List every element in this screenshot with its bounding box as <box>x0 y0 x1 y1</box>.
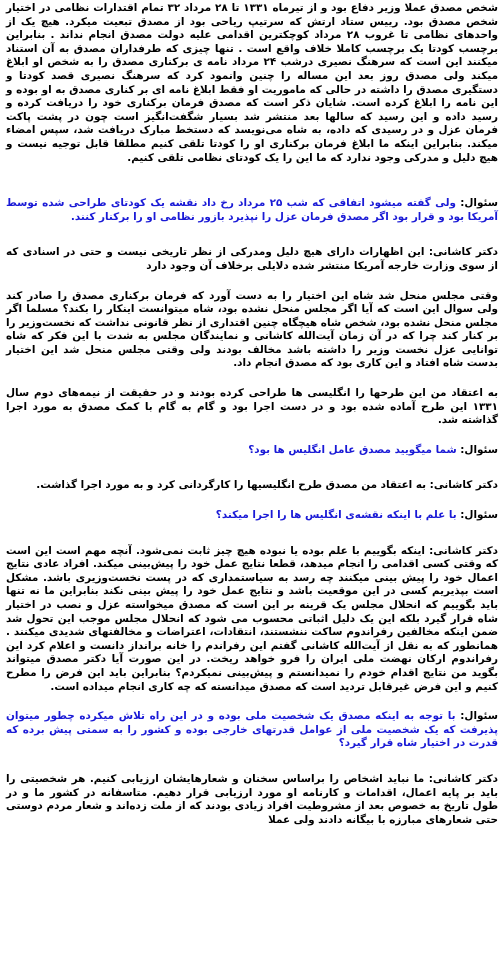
answer-paragraph-5: دکتر کاشانی: به اعتقاد من مصدق طرح انگلیسیها را کارگردانی کرد و به مورد اجرا گذاشت. <box>36 479 498 492</box>
question-text: با توجه به اینکه مصدق یک شخصیت ملی بوده و در این راه تلاش میکرده چطور میتوان پذیرفت که یک شخصیت ملی از عوامل قدرتهای خارجی بوده و کشور را به سمتی پیش برده که قدرت در اختیار شاه قرار گیرد؟ <box>6 710 498 750</box>
question-label: سئوال: <box>460 710 498 723</box>
answer-paragraph-3: وقتی مجلس منحل شد شاه این اختیار را به دست آورد که فرمان برکناری مصدق را صادر کند ولی سوال این است که آیا اگر مجلس منحل نشده بود، شاه میتوانست اینکار را بکند؟ مسلما اگر مجلس منحل نشده بود، شخص شاه هیچگاه چنین اقتداری از نظر قانونی نداشت که نخست‌وزیر را بر کنار کند چرا که در آن زمان آیت‌الله کاشانی و نمایندگان مجلس به شدت با این فکر که شاه توانایی عزل نخست وزیر را داشته باشد مخالف بودند ولی وقتی مجلس منحل شد این اختیار بدست شاه افتاد و این کاری بود که مصدق انجام داد. <box>6 289 498 370</box>
answer-paragraph-4: به اعتقاد من این طرحها را انگلیسی ها طراحی کرده بودند و در حقیقت از نیمه‌های دوم سال ۱۳۳۱ این طرح آماده شده بود و در دست اجرا بود و گام به گام با کمک مصدق به مورد اجرا گذاشته شد. <box>6 387 498 427</box>
question-4 <box>6 710 498 751</box>
question-2 <box>6 444 498 458</box>
question-3 <box>6 509 498 523</box>
question-text: شما میگویید مصدق عامل انگلیس ها بود؟ <box>248 443 461 456</box>
question-label: سئوال: <box>460 443 498 456</box>
answer-paragraph-2: دکتر کاشانی: این اظهارات دارای هیچ دلیل ومدرکی از نظر تاریخی نیست و حتی در اسنادی که از سوی وزارت خارجه آمریکا منتشر شده دلایلی برخلاف آن وجود دارد <box>6 246 498 272</box>
answer-paragraph-7: دکتر کاشانی: ما نباید اشخاص را براساس سخنان و شعارهایشان ارزیابی کنیم. هر شخصیتی را باید بر پایه اعمال، اقدامات و کارنامه او مورد ارزیابی قرار دهیم. متاسفانه در کشور ما و در طول تاریخ به خصوص بعد از مشروطیت افراد زیادی بودند که از ملت زده‌اند و شعار مردم دوستی حتی شعارهای مبارزه با بیگانه دادند ولی عملا <box>6 772 498 826</box>
answer-paragraph-1: شخص مصدق عملا وزیر دفاع بود و از تیرماه ۱۳۳۱ تا ۲۸ مرداد ۳۲ تمام اقتدارات نظامی در اختیار شخص مصدق بود. رییس ستاد ارتش که سرتیپ ریاحی بود از مصدق تبعیت میکرد. هیچ یک از واحدهای نظامی تا غروب ۲۸ مرداد کوچکترین اقدامی علیه دولت مصدق انجام نداند . بنابراین برچسب کودتا یک برچسب کاملا خلاف واقع است . تنها چیزی که طرفداران مصدق به آن استناد میکنند این است که سرهنگ نصیری درشب ۲۴ مرداد نامه ی برکناری مصدق را به شخص او ابلاغ میکند ولی مصدق روز بعد این مساله را چنین وانمود کرد که سرهنگ نصیری قصد کودتا و دستگیری مصدق را داشته در حالی که ماموریت او فقط ابلاغ نامه ای بر کناری مصدق به او بوده و این نامه را ابلاغ کرده است. شایان ذکر است که مصدق فرمان برکناری خود را دریافت کرده و رسید داده و این رسید که سالها بعد منتشر شد بسیار شگفت‌انگیز است چون در پشت پاکت فرمان عزل و در رسیدی که داده، به شاه می‌نویسد که دستخط مبارک دریافت شد، سپس امضاء میکند. بنابراین اینکه ما ابلاغ فرمان برکناری او را کودتا تلقی کنیم مطلقا قابل توجیه نیست و هیچ دلیل و مدرکی وجود ندارد که ما این را یک کودتای نظامی تلقی کنیم. <box>6 2 499 164</box>
answer-paragraph-6: دکتر کاشانی: اینکه بگوییم با علم بوده یا نبوده هیچ چیز ثابت نمی‌شود. آنچه مهم است این است که وقتی کسی اقدامی را انجام میدهد، قطعا نتایج عمل خود را پیش‌بینی میکند. افراد عادی نتایج اعمال خود را پیش بینی میکنند چه رسد به سیاستمداری که در پست نخست‌وزیری باشد. مشکل است بپذیریم کسی در این موقعیت باشد و نتایج عمل خود را پیش بینی نکند بنابراین ما نه تنها باید بگوییم که انحلال مجلس یک قرینه بر این است که مصدق میخواسته عزل و نصب در اختیار شاه قرار گیرد بلکه این یک دلیل اثباتی محسوب می شود که انحلال مجلس موجب این تحول شد ضمن اینکه مخالفین رفراندوم ساکت ننشستند، انتقادات، اعتراضات و مخالفتهای شدیدی میکنند . همانطور که به نقل از آیت‌الله کاشانی گفتم این رفراندم را خانه برانداز دانست و اعلام کرد این رفراندوم ارکان نهضت ملی ایران را فرو خواهد ریخت. در این صورت آیا دکتر مصدق میتواند بگوید من نتایج اقدام خودم را نمیدانستم و پیش‌بینی نمیکردم؟ بنابراین باید این فرض را مطرح کنیم و این فرض غیرقابل تردید است که مصدق میدانسته که چه کاری انجام میداده است. <box>6 544 498 693</box>
question-label: سئوال: <box>460 509 498 522</box>
question-text: با علم با اینکه نقشه‌ی انگلیس ها را اجرا میکند؟ <box>215 509 461 522</box>
question-1 <box>6 197 498 224</box>
question-text: ولی گفته میشود اتفاقی که شب ۲۵ مرداد رخ داد نقشه یک کودتای طراحی شده توسط آمریکا بود و قرار بود اگر مصدق فرمان عزل را نپذیرد بازور نظامی او را برکنار کنند. <box>6 197 498 223</box>
question-label: سئوال: <box>460 197 498 210</box>
